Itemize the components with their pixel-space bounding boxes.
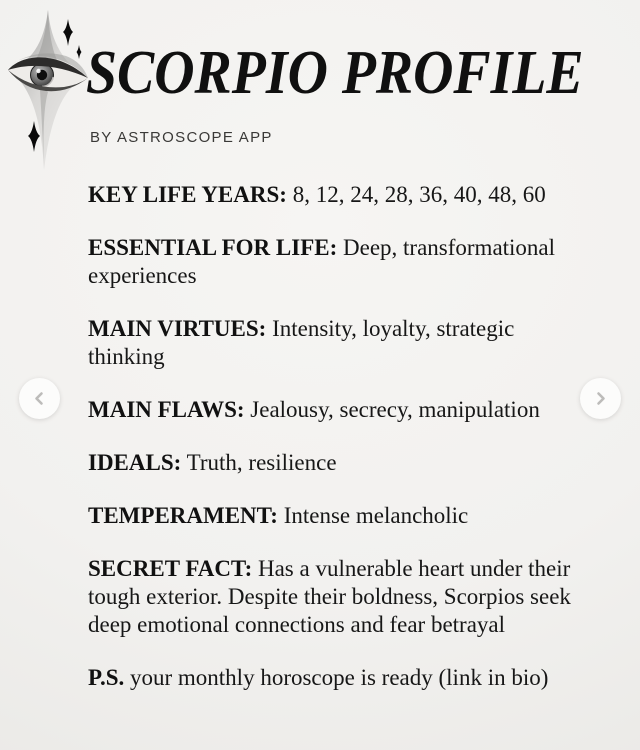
profile-entry-label: IDEALS: — [88, 450, 182, 475]
profile-entry-label: P.S. — [88, 665, 125, 690]
carousel-prev-button[interactable] — [19, 378, 60, 419]
carousel-next-button[interactable] — [580, 378, 621, 419]
page-title: SCORPIO PROFILE — [86, 39, 584, 107]
profile-entry-value: Deep, transformational experiences — [88, 235, 556, 288]
profile-entry-label: SECRET FACT: — [88, 556, 253, 581]
sparkle-icon — [28, 121, 40, 152]
profile-entry — [88, 555, 593, 639]
profile-entry — [88, 315, 593, 371]
profile-entry-value: your monthly horoscope is ready (link in bio) — [124, 665, 549, 690]
profile-entry-label: KEY LIFE YEARS: — [88, 182, 287, 207]
profile-entry — [88, 664, 593, 692]
chevron-right-icon — [593, 391, 608, 406]
profile-entry — [88, 396, 593, 424]
profile-entry — [88, 181, 593, 209]
profile-entry-value: Truth, resilience — [181, 450, 337, 475]
profile-entry — [88, 449, 593, 477]
profile-entry-value: Intensity, loyalty, strategic thinking — [88, 316, 515, 369]
profile-entry-value: Jealousy, secrecy, manipulation — [244, 397, 540, 422]
byline: BY ASTROSCOPE APP — [90, 129, 273, 146]
profile-entry-label: TEMPERAMENT: — [88, 503, 278, 528]
profile-entry-label: MAIN FLAWS: — [88, 397, 245, 422]
eye-icon — [8, 53, 88, 91]
profile-list — [88, 181, 593, 717]
sparkle-icon — [63, 19, 73, 46]
profile-entry-value: Has a vulnerable heart under their tough exterior. Despite their boldness, Scorpios seek deep emotional connections and fear betrayal — [88, 556, 571, 637]
profile-entry-label: MAIN VIRTUES: — [88, 316, 267, 341]
profile-entry-value: 8, 12, 24, 28, 36, 40, 48, 60 — [286, 182, 546, 207]
sparkle-icon — [77, 45, 82, 59]
profile-entry-value: Intense melancholic — [277, 503, 469, 528]
profile-entry-label: ESSENTIAL FOR LIFE: — [88, 235, 338, 260]
profile-entry — [88, 502, 593, 530]
profile-entry — [88, 234, 593, 290]
chevron-left-icon — [32, 391, 47, 406]
